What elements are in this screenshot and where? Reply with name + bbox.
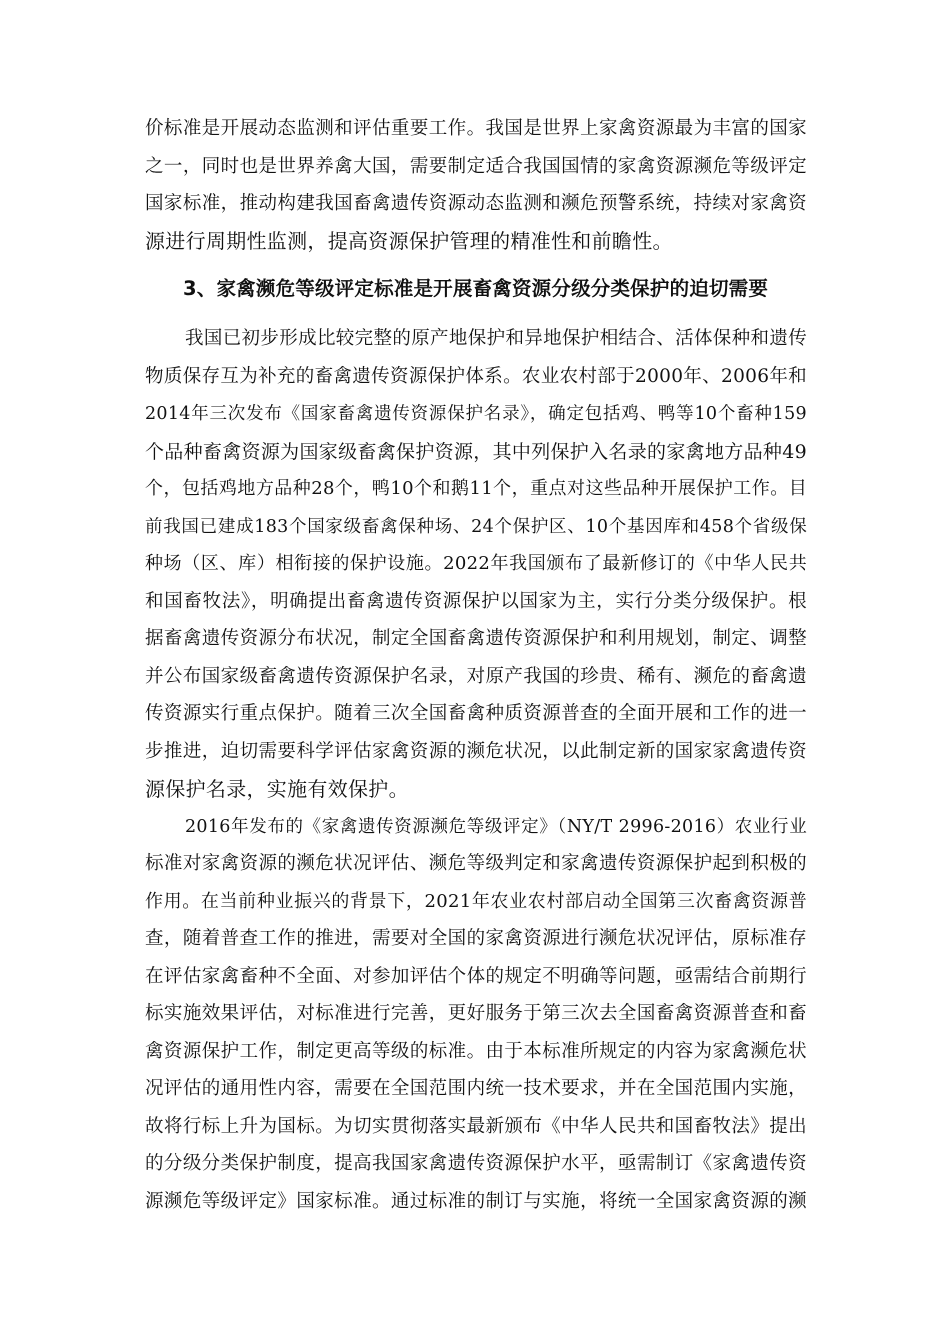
paragraph-line: 前我国已建成183个国家级畜禽保种场、24个保护区、10个基因库和458个省级保 (145, 517, 807, 537)
paragraph-line: 种场（区、库）相衔接的保护设施。2022年我国颁布了最新修订的《中华人民共 (145, 553, 807, 574)
paragraph-line: 禽资源保护工作，制定更高等级的标准。由于本标准所规定的内容为家禽濒危状 (145, 1041, 807, 1062)
paragraph-line: 和国畜牧法》，明确提出畜禽遗传资源保护以国家为主，实行分类分级保护。根 (145, 591, 807, 612)
paragraph-line: 据畜禽遗传资源分布状况，制定全国畜禽遗传资源保护和利用规划，制定、调整 (145, 628, 807, 649)
paragraph-line: 的分级分类保护制度，提高我国家禽遗传资源保护水平，亟需制订《家禽遗传资 (145, 1153, 807, 1174)
paragraph-line: 国家标准，推动构建我国畜禽遗传资源动态监测和濒危预警系统，持续对家禽资 (145, 193, 807, 214)
paragraph-line: 况评估的通用性内容，需要在全国范围内统一技术要求，并在全国范围内实施， (145, 1078, 807, 1099)
paragraph-line: 个品种畜禽资源为国家级畜禽保护资源，其中列保护入名录的家禽地方品种49 (145, 441, 807, 463)
paragraph-line: 在评估家禽畜种不全面、对参加评估个体的规定不明确等问题，亟需结合前期行 (145, 966, 807, 987)
paragraph-line: 2016年发布的《家禽遗传资源濒危等级评定》（NY/T 2996-2016）农业行业 (185, 817, 807, 837)
paragraph-line: 源保护名录，实施有效保护。 (145, 777, 409, 801)
paragraph-line: 我国已初步形成比较完整的原产地保护和异地保护相结合、活体保种和遗传 (185, 328, 807, 349)
paragraph-line: 个，包括鸡地方品种28个，鸭10个和鹅11个，重点对这些品种开展保护工作。目 (145, 478, 807, 499)
paragraph-line: 步推进，迫切需要科学评估家禽资源的濒危状况，以此制定新的国家家禽遗传资 (145, 741, 807, 762)
paragraph-line: 源濒危等级评定》国家标准。通过标准的制订与实施，将统一全国家禽资源的濒 (145, 1191, 807, 1212)
paragraph-line: 标准对家禽资源的濒危状况评估、濒危等级判定和家禽遗传资源保护起到积极的 (145, 853, 807, 874)
paragraph-line: 价标准是开展动态监测和评估重要工作。我国是世界上家禽资源最为丰富的国家 (145, 118, 807, 139)
paragraph-line: 源进行周期性监测，提高资源保护管理的精准性和前瞻性。 (145, 229, 673, 253)
paragraph-line: 物质保存互为补充的畜禽遗传资源保护体系。农业农村部于2000年、2006年和 (145, 366, 807, 387)
paragraph-line: 标实施效果评估，对标准进行完善，更好服务于第三次去全国畜禽资源普查和畜 (145, 1003, 807, 1024)
paragraph-line: 传资源实行重点保护。随着三次全国畜禽种质资源普查的全面开展和工作的进一 (145, 703, 807, 724)
paragraph-line: 2014年三次发布《国家畜禽遗传资源保护名录》，确定包括鸡、鸭等10个畜种159 (145, 404, 807, 424)
paragraph-line: 之一，同时也是世界养禽大国，需要制定适合我国国情的家禽资源濒危等级评定 (145, 156, 807, 177)
paragraph-line: 查，随着普查工作的推进，需要对全国的家禽资源进行濒危状况评估，原标准存 (145, 928, 807, 949)
section-heading: 3、家禽濒危等级评定标准是开展畜禽资源分级分类保护的迫切需要 (183, 277, 769, 300)
paragraph-line: 作用。在当前种业振兴的背景下，2021年农业农村部启动全国第三次畜禽资源普 (145, 891, 807, 912)
paragraph-line: 故将行标上升为国标。为切实贯彻落实最新颁布《中华人民共和国畜牧法》提出 (145, 1116, 807, 1137)
paragraph-line: 并公布国家级畜禽遗传资源保护名录，对原产我国的珍贵、稀有、濒危的畜禽遗 (145, 666, 807, 687)
